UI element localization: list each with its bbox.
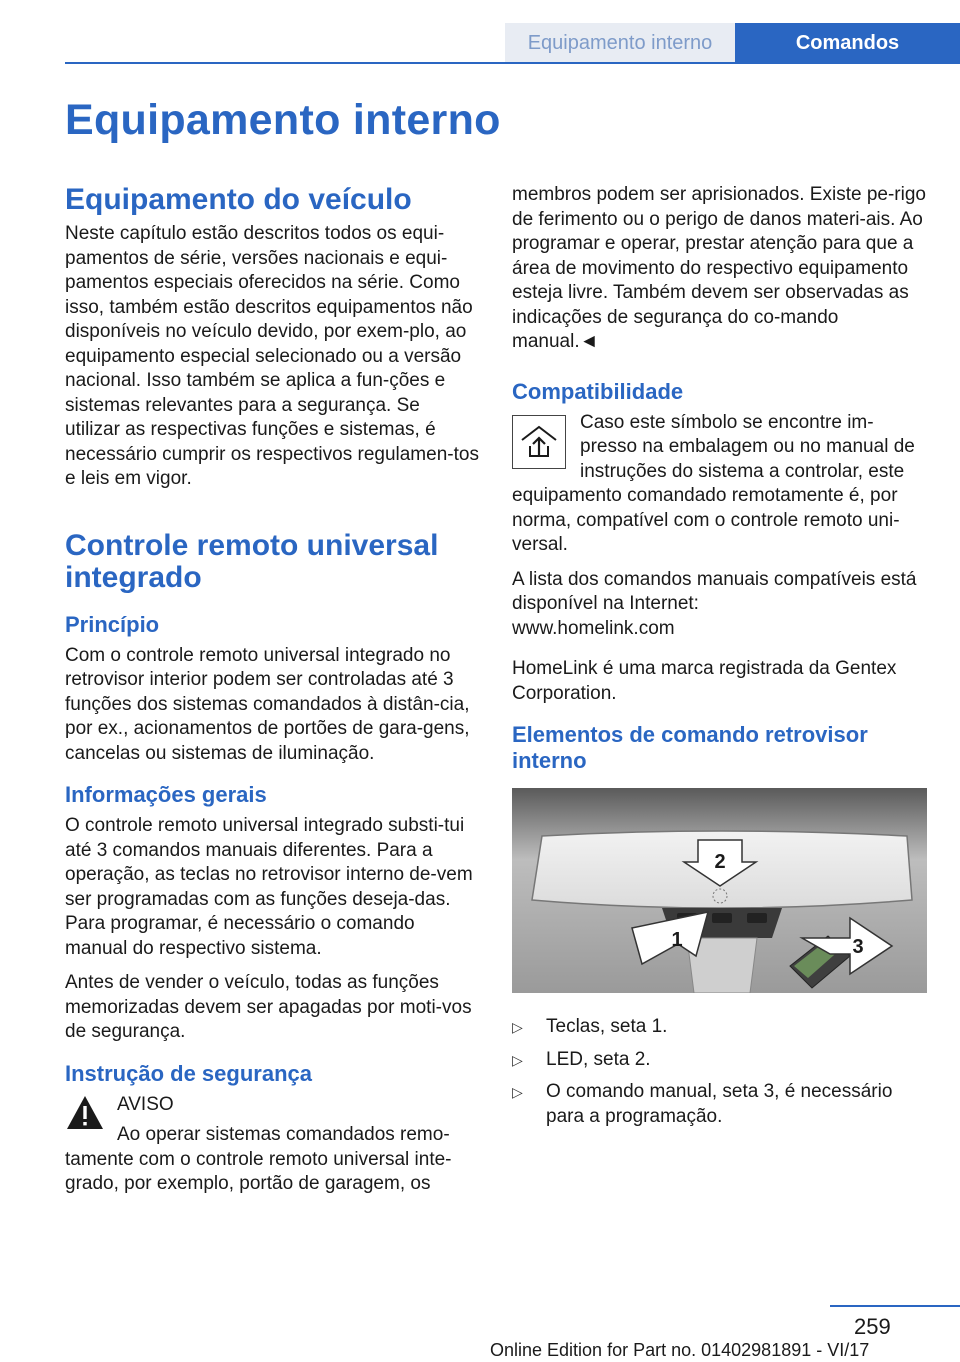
control-elements-list <box>512 1015 927 1129</box>
header-rule <box>65 62 960 64</box>
footer-rule <box>830 1305 960 1307</box>
subsection-title-elementos: Elementos de comando retrovisor interno <box>512 722 868 773</box>
header-tabs <box>505 23 960 63</box>
warning-triangle-icon <box>65 1093 105 1133</box>
section-title-controle-remoto: Controle remoto universal integrado <box>65 528 439 594</box>
homelink-url[interactable]: www.homelink.com <box>512 617 675 639</box>
homelink-trademark: HomeLink é uma marca registrada da Gentex Corporation. <box>512 658 897 704</box>
homelink-compat-icon <box>512 415 566 469</box>
subsection-title-seguranca: Instrução de segurança <box>65 1060 312 1086</box>
left-column <box>65 183 480 1197</box>
page-number: 259 <box>854 1314 891 1339</box>
section-tab[interactable]: Equipamento interno <box>505 23 735 63</box>
subsection-body-principio: Com o controle remoto universal integrado no retrovisor interior podem ser controladas até 3 funções dos sistemas comandados à distân-cia, por ex., acionamentos de portões de gara-gens, cancelas ou sistemas de iluminação. <box>65 644 470 764</box>
section-title-equipamento: Equipamento do veículo <box>65 183 412 216</box>
compat-text-second: equipamento comandado remotamente é, por norma, compatível com o controle remoto uni-versal. <box>512 485 900 555</box>
warning-label: AVISO <box>117 1093 174 1115</box>
subsection-body-informacoes-1: O controle remoto universal integrado substi-tui até 3 comandos manuais diferentes. Para a operação, as teclas no retrovisor interno de-vem ser programadas com as funções deseja-das. Para programar, é necessário o comando manual do respectivo sistema. <box>65 815 473 959</box>
bullet-marker: ▷ <box>512 1084 523 1100</box>
figure-label-2: 2 <box>714 851 726 873</box>
list-item: ▷ Teclas, seta 1. <box>512 1015 927 1040</box>
figure-label-1: 1 <box>671 929 683 951</box>
edition-footer: Online Edition for Part no. 01402981891 - VI/17 <box>490 1340 870 1360</box>
compat-list-text: A lista dos comandos manuais compatíveis está disponível na Internet: <box>512 568 917 614</box>
bullet-marker: ▷ <box>512 1051 523 1068</box>
compat-text-first: Caso este símbolo se encontre im-presso na embalagem ou no manual de instruções do sistema a controlar, este <box>580 411 915 482</box>
subsection-title-principio: Princípio <box>65 611 160 637</box>
compat-block <box>512 411 927 485</box>
subsection-body-informacoes-2: Antes de vender o veículo, todas as funções memorizadas devem ser apagadas por moti-vos de segurança. <box>65 972 472 1042</box>
warning-text-first: Ao operar sistemas comandados remo- <box>117 1124 450 1145</box>
right-column <box>512 183 927 1137</box>
rearview-mirror-figure <box>512 788 927 993</box>
warning-text-second: tamente com o controle remoto universal inte-grado, por exemplo, portão de garagem, os <box>65 1148 452 1194</box>
subsection-title-informacoes: Informações gerais <box>65 782 267 807</box>
page-title: Equipamento interno <box>65 96 501 144</box>
list-item: ▷ LED, seta 2. <box>512 1048 927 1073</box>
bullet-marker: ▷ <box>512 1019 523 1035</box>
warning-continuation: membros podem ser aprisionados. Existe pe-rigo de ferimento ou o perigo de danos materi-ais. Ao programar e operar, prestar atenção para que a área de movimento do respectivo equipamento esteja livre. Também devem ser observadas as indicações de segurança do co-mando manual.◄ <box>512 184 926 352</box>
subsection-title-compatibilidade: Compatibilidade <box>512 378 684 404</box>
house-arrow-icon <box>519 422 559 462</box>
section-body-equipamento: Neste capítulo estão descritos todos os equi-pamentos de série, versões nacionais e equi-pamentos especiais oferecidos na série. Como isso, também estão descritos equipamentos não disponíveis no veículo devido, por exem-plo, ao equipamento especial selecionado ou a versão nacional. Isso também se aplica a fun-ções e sistemas relevantes para a segurança. Se utilizar as respectivas funções e sistemas, é necessário cumprir os respectivos regulamen-tos e leis em vigor. <box>65 223 479 489</box>
figure-label-3: 3 <box>852 936 864 958</box>
chapter-tab[interactable]: Comandos <box>735 23 960 63</box>
warning-block <box>65 1093 480 1148</box>
list-item: ▷ O comando manual, seta 3, é necessário para a programação. <box>512 1081 893 1127</box>
